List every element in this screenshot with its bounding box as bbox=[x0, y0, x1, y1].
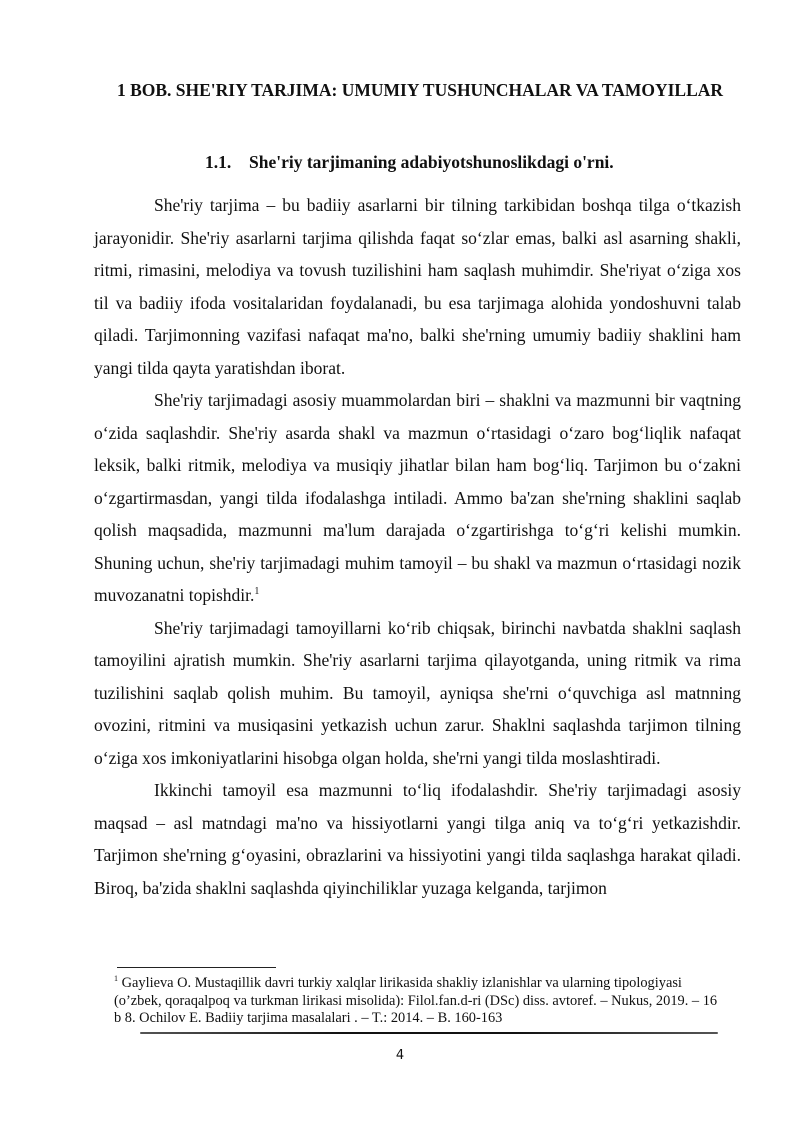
footnote-reference[interactable]: 1 bbox=[254, 586, 260, 598]
chapter-title: 1 BOB. SHE'RIY TARJIMA: UMUMIY TUSHUNCHALAR VA TAMOYILLAR bbox=[116, 80, 724, 100]
footnote bbox=[114, 975, 724, 1028]
body-text bbox=[94, 189, 741, 904]
paragraph: She'riy tarjima – bu badiiy asarlarni bir tilning tarkibidan boshqa tilga o‘tkazish jarayonidir. She'riy asarlarni tarjima qilishda faqat so‘zlar emas, balki asl asarning shakli, ritmi, rimasini, melodiya va tovush tuzilishini ham saqlash muhimdir. She'riyat o‘ziga xos til va badiiy ifoda vositalaridan foydalanadi, bu esa tarjimaga alohida yondoshuvni talab qiladi. Tarjimonning vazifasi nafaqat ma'no, balki she'rning umumiy badiiy shaklini ham yangi tilda qayta yaratishdan iborat. bbox=[94, 195, 741, 378]
page-bottom-rule bbox=[140, 1032, 718, 1034]
paragraph bbox=[94, 384, 741, 612]
section-number: 1.1. bbox=[205, 152, 232, 172]
paragraph-text: She'riy tarjimadagi asosiy muammolardan biri – shaklni va mazmunni bir vaqtning o‘zida saqlashdir. She'riy asarda shakl va mazmun o‘rtasidagi o‘zaro bog‘liqlik nafaqat leksik, balki ritmik, melodiya va musiqiy jihatlar bilan ham bog‘liq. Tarjimon bu o‘zakni o‘zgartirmasdan, yangi tilda ifodalashga intiladi. Ammo ba'zan she'rning shaklini saqlab qolish maqsadida, mazmunni ma'lum darajada o‘zgartirishga to‘g‘ri kelishi mumkin. Shuning uchun, she'riy tarjimadagi muhim tamoyil – bu shakl va mazmun o‘rtasidagi nozik muvozanatni topishdir. bbox=[94, 390, 741, 605]
section-heading bbox=[205, 148, 614, 176]
paragraph: Ikkinchi tamoyil esa mazmunni to‘liq ifodalashdir. She'riy tarjimadagi asosiy maqsad – asl matndagi ma'no va hissiyotlarni yangi tilga aniq va to‘g‘ri yetkazishdir. Tarjimon she'rning g‘oyasini, obrazlarini va hissiyotini yangi tilda saqlashga harakat qiladi. Biroq, ba'zida shaklni saqlashda qiyinchiliklar yuzaga kelganda, tarjimon bbox=[94, 780, 741, 898]
footnote-marker: 1 bbox=[114, 974, 118, 984]
section-title: She'riy tarjimaning adabiyotshunoslikdagi o'rni. bbox=[249, 152, 614, 172]
footnote-text: Gaylieva O. Mustaqillik davri turkiy xalqlar lirikasida shakliy izlanishlar va ularning tipologiyasi (o’zbek, qoraqalpoq va turkman lirikasi misolida): Filol.fan.d-ri (DSc) diss. avtoref. – Nukus, 2019. – 16 b 8. Ochilov E. Badiiy tarjima masalalari . – T.: 2014. – B. 160-163 bbox=[114, 975, 718, 1026]
paragraph: She'riy tarjimadagi tamoyillarni ko‘rib chiqsak, birinchi navbatda shaklni saqlash tamoyilini ajratish mumkin. She'riy asarlarni tarjima qilayotganda, uning ritmik va rima tuzilishini saqlab qolish muhim. Bu tamoyil, ayniqsa she'rni o‘quvchiga asl matnning ovozini, ritmini va musiqasini yetkazish uchun zarur. Shaklni saqlashda tarjimon tilning o‘ziga xos imkoniyatlarini hisobga olgan holda, she'rni yangi tilda moslashtiradi. bbox=[94, 617, 741, 768]
page-number: 4 bbox=[395, 1048, 405, 1063]
footnote-separator bbox=[117, 967, 276, 968]
